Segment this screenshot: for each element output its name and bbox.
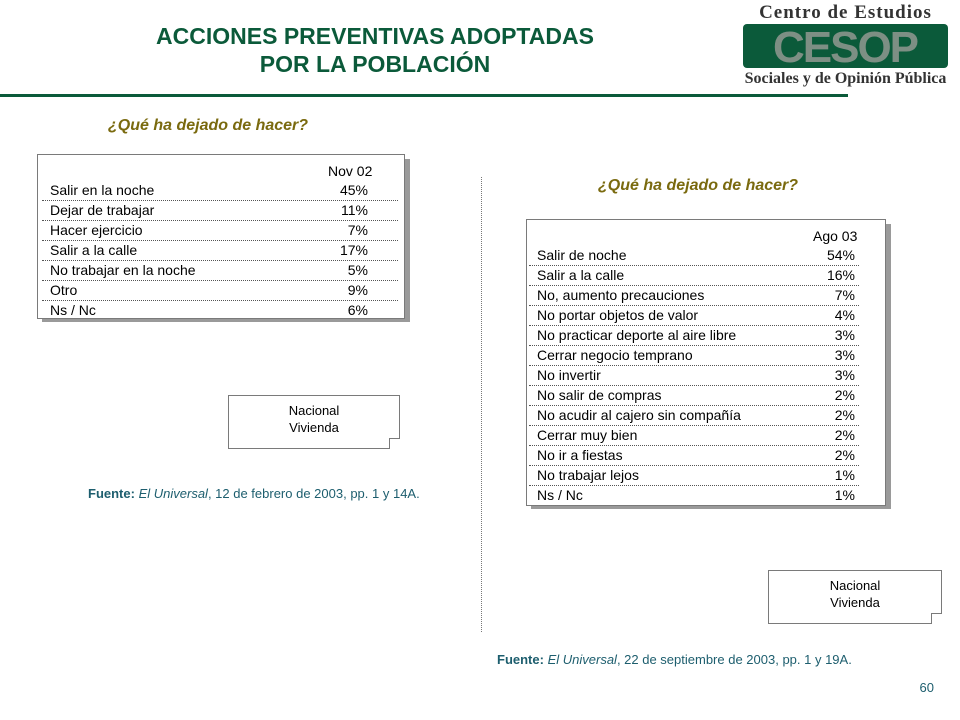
right-table-row [529, 286, 859, 306]
right-row-label: No ir a fiestas [537, 447, 623, 463]
left-table-row [42, 281, 398, 301]
left-question: ¿Qué ha dejado de hacer? [108, 117, 309, 134]
right-row-label: Salir a la calle [537, 267, 625, 283]
right-row-label: No, aumento precauciones [537, 287, 705, 303]
right-row-value: 1% [834, 487, 855, 503]
right-row-label: No portar objetos de valor [537, 307, 699, 323]
right-table-row [529, 246, 859, 266]
right-row-value: 2% [834, 447, 855, 463]
left-source-publication: El Universal [138, 486, 208, 501]
left-row-label: Dejar de trabajar [50, 202, 155, 218]
cesop-logo-mark [743, 24, 948, 68]
right-row-label: No salir de compras [537, 387, 662, 403]
section-divider [481, 177, 482, 632]
right-table-row [529, 346, 859, 366]
right-question: ¿Qué ha dejado de hacer? [598, 177, 799, 194]
right-table [526, 219, 886, 506]
right-table-row [529, 426, 859, 446]
right-source [497, 652, 852, 667]
right-row-value: 54% [826, 247, 855, 263]
left-source-prefix: Fuente: [88, 486, 135, 501]
title-rule [0, 94, 848, 97]
left-row-label: Salir en la noche [50, 182, 155, 198]
left-row-value: 9% [347, 282, 368, 298]
left-row-label: Ns / Nc [50, 302, 96, 318]
left-table-row [42, 301, 398, 320]
right-table-row [529, 446, 859, 466]
left-row-label: Salir a la calle [50, 242, 138, 258]
folded-corner-icon [389, 438, 400, 449]
right-row-value: 3% [834, 367, 855, 383]
left-table-row [42, 241, 398, 261]
page-title-line2: POR LA POBLACIÓN [259, 51, 491, 77]
right-table-row [529, 406, 859, 426]
left-row-value: 6% [347, 302, 368, 318]
right-table-row [529, 466, 859, 486]
right-table-row [529, 386, 859, 406]
right-source-rest: , 22 de septiembre de 2003, pp. 1 y 19A. [616, 652, 852, 667]
left-sample-note [228, 395, 400, 449]
logo-bottom-text: Sociales y de Opinión Pública [744, 70, 947, 87]
right-row-label: No acudir al cajero sin compañía [537, 407, 741, 423]
right-row-value: 2% [834, 407, 855, 423]
right-row-label: No trabajar lejos [537, 467, 639, 483]
right-source-prefix: Fuente: [497, 652, 544, 667]
logo-mark-text: CESOP [772, 24, 918, 68]
left-table-row [42, 201, 398, 221]
left-table-row [42, 261, 398, 281]
left-table-rows [42, 181, 398, 320]
right-row-label: Salir de noche [537, 247, 627, 263]
left-row-value: 11% [341, 202, 368, 218]
right-table-row [529, 366, 859, 386]
left-table [37, 154, 405, 319]
right-table-row [529, 266, 859, 286]
left-source-rest: , 12 de febrero de 2003, pp. 1 y 14A. [207, 486, 420, 501]
right-table-row [529, 486, 859, 505]
left-row-label: Hacer ejercicio [50, 222, 143, 238]
right-source-publication: El Universal [547, 652, 617, 667]
left-table-header-label: Nov 02 [328, 163, 373, 179]
folded-corner-icon [931, 613, 942, 624]
left-row-value: 45% [339, 182, 368, 198]
right-row-value: 1% [834, 467, 855, 483]
page-title [0, 22, 750, 78]
left-source [88, 486, 420, 501]
right-row-value: 3% [834, 347, 855, 363]
right-row-value: 3% [834, 327, 855, 343]
left-row-label: No trabajar en la noche [50, 262, 196, 278]
right-row-value: 7% [834, 287, 855, 303]
page-number: 60 [919, 680, 934, 695]
cesop-logo [733, 0, 958, 92]
right-row-value: 16% [826, 267, 855, 283]
right-table-header-label: Ago 03 [813, 228, 858, 244]
left-note-line2: Vivienda [289, 420, 339, 435]
left-row-value: 5% [347, 262, 368, 278]
left-table-header [38, 155, 404, 179]
logo-top-text: Centro de Estudios [759, 2, 932, 23]
right-note-line2: Vivienda [830, 595, 880, 610]
right-table-rows [529, 246, 859, 505]
left-note-line1: Nacional [288, 403, 340, 418]
right-table-row [529, 306, 859, 326]
left-row-value: 7% [347, 222, 368, 238]
right-row-label: Ns / Nc [537, 487, 583, 503]
right-row-label: No invertir [537, 367, 601, 383]
right-row-value: 4% [834, 307, 855, 323]
right-row-label: No practicar deporte al aire libre [537, 327, 737, 343]
left-table-row [42, 181, 398, 201]
right-table-row [529, 326, 859, 346]
right-row-label: Cerrar negocio temprano [537, 347, 693, 363]
left-table-row [42, 221, 398, 241]
right-row-label: Cerrar muy bien [537, 427, 638, 443]
page-title-line1: ACCIONES PREVENTIVAS ADOPTADAS [156, 23, 594, 49]
right-sample-note [768, 570, 942, 624]
right-row-value: 2% [834, 387, 855, 403]
left-row-label: Otro [50, 282, 78, 298]
right-table-header [527, 220, 885, 244]
right-row-value: 2% [834, 427, 855, 443]
left-row-value: 17% [339, 242, 368, 258]
right-note-line1: Nacional [829, 578, 881, 593]
